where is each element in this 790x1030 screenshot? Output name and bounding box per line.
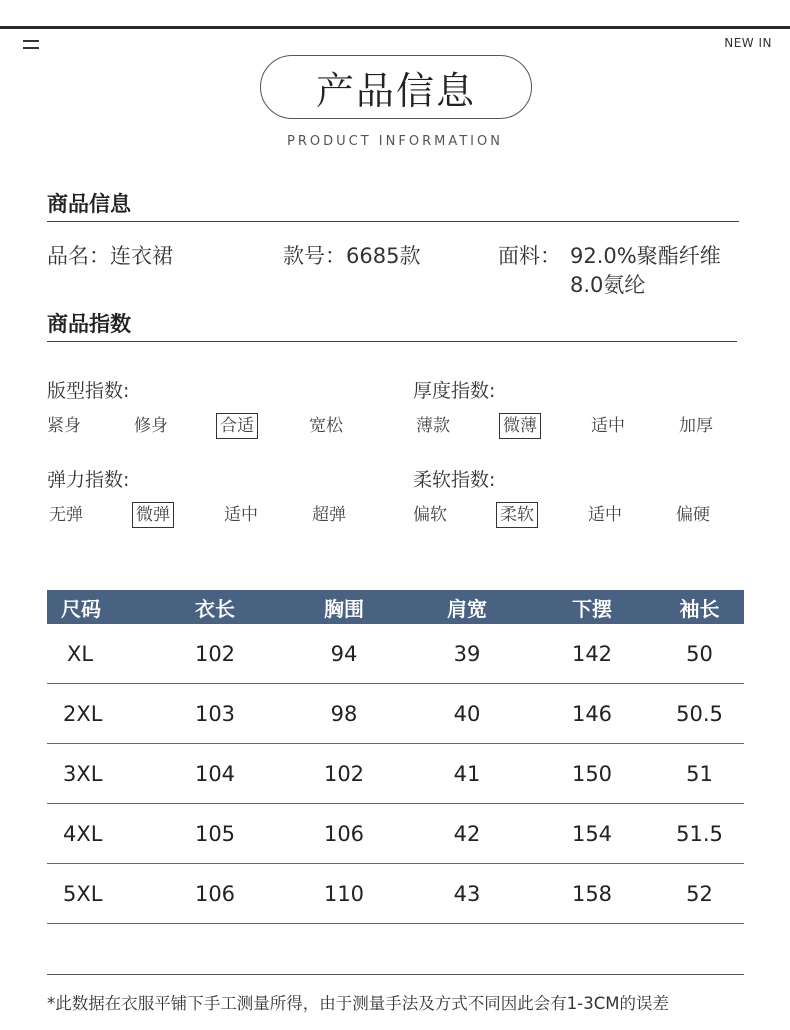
fit-option-slim: 修身	[134, 416, 168, 436]
elasticity-option-none: 无弹	[49, 505, 83, 525]
thickness-index-label: 厚度指数:	[413, 380, 496, 402]
section-heading-product-info: 商品信息	[47, 192, 131, 216]
table-cell: 150	[571, 761, 613, 786]
menu-icon[interactable]	[23, 39, 39, 51]
size-table	[47, 590, 744, 924]
softness-option-medium: 适中	[588, 505, 622, 525]
softness-option-stiff: 偏硬	[676, 505, 710, 525]
table-cell: 50.5	[676, 701, 723, 726]
table-cell: 158	[571, 881, 613, 906]
table-cell: 5XL	[63, 881, 103, 906]
table-cell: 104	[194, 761, 236, 786]
section-heading-indices: 商品指数	[47, 312, 131, 336]
table-cell: 98	[330, 701, 358, 726]
table-cell: 3XL	[63, 761, 103, 786]
table-cell: 42	[453, 821, 481, 846]
header-cell: 尺码	[61, 596, 101, 621]
section-divider	[47, 341, 737, 342]
measurement-footnote: *此数据在衣服平铺下手工测量所得，由于测量手法及方式不同因此会有1-3CM的误差	[47, 994, 669, 1013]
table-cell: 39	[453, 641, 481, 666]
table-cell: 51	[686, 761, 713, 786]
table-row	[47, 744, 744, 804]
table-cell: 4XL	[63, 821, 103, 846]
page-title-pill	[260, 55, 532, 119]
header-cell: 衣长	[195, 596, 235, 621]
table-cell: 102	[323, 761, 365, 786]
header-cell: 肩宽	[447, 596, 487, 621]
table-row	[47, 624, 744, 684]
footnote-divider	[47, 974, 744, 975]
table-cell: 110	[323, 881, 365, 906]
elasticity-option-slight-selected: 微弹	[132, 502, 174, 528]
table-row	[47, 804, 744, 864]
table-cell: 106	[323, 821, 365, 846]
fabric-line-1: 92.0%聚酯纤维	[570, 244, 721, 268]
softness-option-softish: 偏软	[413, 505, 447, 525]
table-row	[47, 864, 744, 924]
softness-option-soft-selected: 柔软	[496, 502, 538, 528]
table-row	[47, 684, 744, 744]
table-cell: 103	[194, 701, 236, 726]
table-cell: 51.5	[676, 821, 723, 846]
fit-index-label: 版型指数:	[47, 380, 130, 402]
thickness-option-thick: 加厚	[679, 416, 713, 436]
thickness-option-thin: 薄款	[416, 416, 450, 436]
top-divider	[0, 26, 790, 29]
table-cell: 154	[571, 821, 613, 846]
table-cell: 2XL	[63, 701, 103, 726]
table-cell: 50	[686, 641, 713, 666]
table-cell: 102	[194, 641, 236, 666]
softness-index-label: 柔软指数:	[413, 469, 496, 491]
table-cell: 41	[453, 761, 481, 786]
table-cell: 40	[453, 701, 481, 726]
elasticity-index-label: 弹力指数:	[47, 469, 130, 491]
table-cell: 142	[571, 641, 613, 666]
page-title: 产品信息	[315, 68, 476, 113]
header-cell: 胸围	[324, 596, 364, 621]
thickness-option-slightly-thin-selected: 微薄	[499, 413, 541, 439]
product-name: 品名：连衣裙	[47, 244, 173, 268]
table-cell: XL	[67, 641, 94, 666]
table-cell: 43	[453, 881, 481, 906]
table-cell: 94	[330, 641, 358, 666]
table-cell: 106	[194, 881, 236, 906]
fabric-label: 面料：	[498, 244, 561, 268]
table-cell: 146	[571, 701, 613, 726]
page-subtitle: PRODUCT INFORMATION	[287, 134, 503, 149]
table-cell: 52	[686, 881, 713, 906]
fit-option-loose: 宽松	[309, 416, 343, 436]
fabric-line-2: 8.0氨纶	[570, 273, 646, 297]
style-number: 款号：6685款	[283, 244, 421, 268]
thickness-option-medium: 适中	[591, 416, 625, 436]
header-cell: 袖长	[679, 596, 720, 621]
elasticity-option-super: 超弹	[312, 505, 346, 525]
section-divider	[47, 221, 739, 222]
elasticity-option-medium: 适中	[224, 505, 258, 525]
fit-option-tight: 紧身	[47, 416, 81, 436]
fit-option-regular-selected: 合适	[216, 413, 258, 439]
size-table-header	[47, 590, 744, 624]
table-cell: 105	[194, 821, 236, 846]
header-cell: 下摆	[572, 596, 612, 621]
new-in-label[interactable]: NEW IN	[724, 36, 772, 50]
